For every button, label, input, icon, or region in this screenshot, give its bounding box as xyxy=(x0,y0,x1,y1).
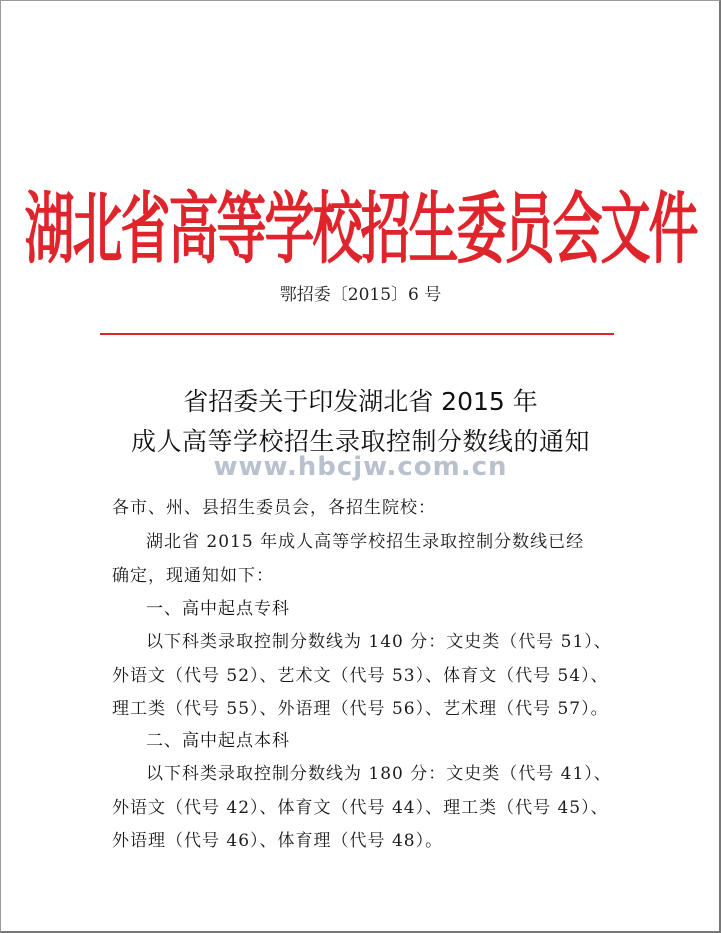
notice-title-line-2: 成人高等学校招生录取控制分数线的通知 xyxy=(130,427,590,456)
intro-line-2: 确定，现通知如下： xyxy=(112,566,274,586)
section-vocational-line-1: 以下科类录取控制分数线为 140 分：文史类（代号 51）、 xyxy=(146,632,612,652)
document-number: 鄂招委〔2015〕6 号 xyxy=(279,285,442,305)
website-watermark: www.hbcjw.com.cn xyxy=(213,452,508,482)
section-undergraduate-line-3: 外语理（代号 46）、体育理（代号 48）。 xyxy=(112,831,444,851)
section-undergraduate-line-2: 外语文（代号 42）、体育文（代号 44）、理工类（代号 45）、 xyxy=(112,798,609,818)
notice-title-line-1: 省招委关于印发湖北省 2015 年 xyxy=(183,387,538,416)
section-heading-undergraduate: 二、高中起点本科 xyxy=(146,731,290,751)
header-divider xyxy=(100,333,614,335)
section-vocational-line-2: 外语文（代号 52）、艺术文（代号 53）、体育文（代号 54）、 xyxy=(112,666,609,686)
section-heading-vocational: 一、高中起点专科 xyxy=(146,599,290,619)
intro-line-1: 湖北省 2015 年成人高等学校招生录取控制分数线已经 xyxy=(146,532,585,552)
addressee-line: 各市、州、县招生委员会，各招生院校： xyxy=(112,498,436,518)
section-undergraduate-line-1: 以下科类录取控制分数线为 180 分：文史类（代号 41）、 xyxy=(146,764,612,784)
section-vocational-line-3: 理工类（代号 55）、外语理（代号 56）、艺术理（代号 57）。 xyxy=(112,699,609,719)
document-header-title: 湖北省高等学校招生委员会文件 xyxy=(24,182,697,275)
